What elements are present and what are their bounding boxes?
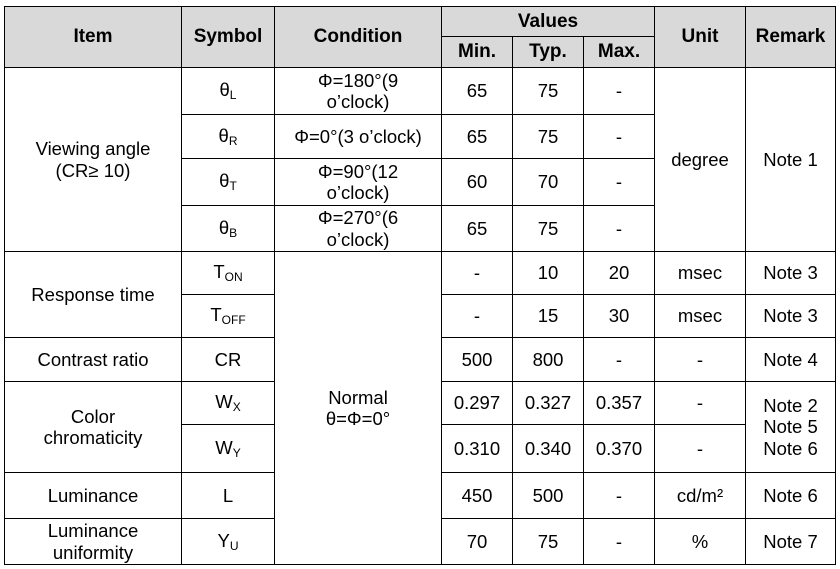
unit-degree: degree [655, 68, 746, 252]
symbol-cell: L [182, 473, 275, 519]
item-luminance: Luminance [5, 473, 182, 519]
typ-cell: 800 [513, 338, 584, 382]
typ-cell: 75 [513, 519, 584, 565]
header-symbol: Symbol [182, 7, 275, 68]
min-cell: 0.297 [442, 382, 513, 425]
typ-cell: 500 [513, 473, 584, 519]
unit-cell: msec [655, 295, 746, 338]
unit-cell: % [655, 519, 746, 565]
header-remark: Remark [746, 7, 836, 68]
min-cell: 500 [442, 338, 513, 382]
max-cell: - [584, 159, 655, 206]
remark-notes-2-5-6: Note 2 Note 5 Note 6 [746, 382, 836, 473]
typ-cell: 0.327 [513, 382, 584, 425]
remark-cell: Note 3 [746, 295, 836, 338]
unit-cell: msec [655, 252, 746, 295]
condition-cell: Φ=270°(6 o’clock) [275, 206, 442, 252]
condition-normal: Normal θ=Φ=0° [275, 252, 442, 565]
min-cell: 60 [442, 159, 513, 206]
remark-cell: Note 4 [746, 338, 836, 382]
symbol-cell: $\theta_B$ [182, 206, 275, 252]
min-cell: 0.310 [442, 425, 513, 473]
symbol-cell: $\theta_L$ [182, 68, 275, 115]
max-cell: 0.370 [584, 425, 655, 473]
condition-cell: Φ=0°(3 o’clock) [275, 115, 442, 159]
max-cell: - [584, 338, 655, 382]
remark-cell: Note 6 [746, 473, 836, 519]
unit-cell: - [655, 382, 746, 425]
symbol-cell: $\theta_R$ [182, 115, 275, 159]
symbol-cell: $W_Y$ [182, 425, 275, 473]
header-values: Values [442, 7, 655, 37]
max-cell: - [584, 206, 655, 252]
max-cell: - [584, 68, 655, 115]
condition-cell: Φ=180°(9 o’clock) [275, 68, 442, 115]
min-cell: 65 [442, 68, 513, 115]
max-cell: - [584, 115, 655, 159]
max-cell: - [584, 473, 655, 519]
unit-cell: - [655, 338, 746, 382]
max-cell: - [584, 519, 655, 565]
symbol-cell: $W_X$ [182, 382, 275, 425]
typ-cell: 75 [513, 206, 584, 252]
item-response-time: Response time [5, 252, 182, 338]
symbol-cell: $T_{OFF}$ [182, 295, 275, 338]
min-cell: 70 [442, 519, 513, 565]
unit-cell: - [655, 425, 746, 473]
header-min: Min. [442, 37, 513, 68]
symbol-cell: $Y_U$ [182, 519, 275, 565]
max-cell: 30 [584, 295, 655, 338]
min-cell: 65 [442, 115, 513, 159]
remark-cell: Note 7 [746, 519, 836, 565]
unit-cell: cd/m² [655, 473, 746, 519]
symbol-cell: $\theta_T$ [182, 159, 275, 206]
table-row [5, 252, 836, 295]
remark-cell: Note 3 [746, 252, 836, 295]
min-cell: - [442, 252, 513, 295]
header-max: Max. [584, 37, 655, 68]
min-cell: 450 [442, 473, 513, 519]
symbol-cell: CR [182, 338, 275, 382]
header-item: Item [5, 7, 182, 68]
condition-cell: Φ=90°(12 o’clock) [275, 159, 442, 206]
typ-cell: 75 [513, 68, 584, 115]
remark-note-1: Note 1 [746, 68, 836, 252]
symbol-cell: $T_{ON}$ [182, 252, 275, 295]
header-typ: Typ. [513, 37, 584, 68]
max-cell: 0.357 [584, 382, 655, 425]
header-unit: Unit [655, 7, 746, 68]
optical-spec-table [4, 6, 836, 565]
typ-cell: 15 [513, 295, 584, 338]
header-condition: Condition [275, 7, 442, 68]
typ-cell: 10 [513, 252, 584, 295]
min-cell: 65 [442, 206, 513, 252]
item-contrast-ratio: Contrast ratio [5, 338, 182, 382]
typ-cell: 75 [513, 115, 584, 159]
table-row [5, 68, 836, 115]
item-viewing-angle: Viewing angle (CR≥ 10) [5, 68, 182, 252]
min-cell: - [442, 295, 513, 338]
max-cell: 20 [584, 252, 655, 295]
typ-cell: 0.340 [513, 425, 584, 473]
item-luminance-uniformity: Luminance uniformity [5, 519, 182, 565]
typ-cell: 70 [513, 159, 584, 206]
item-color-chromaticity: Color chromaticity [5, 382, 182, 473]
